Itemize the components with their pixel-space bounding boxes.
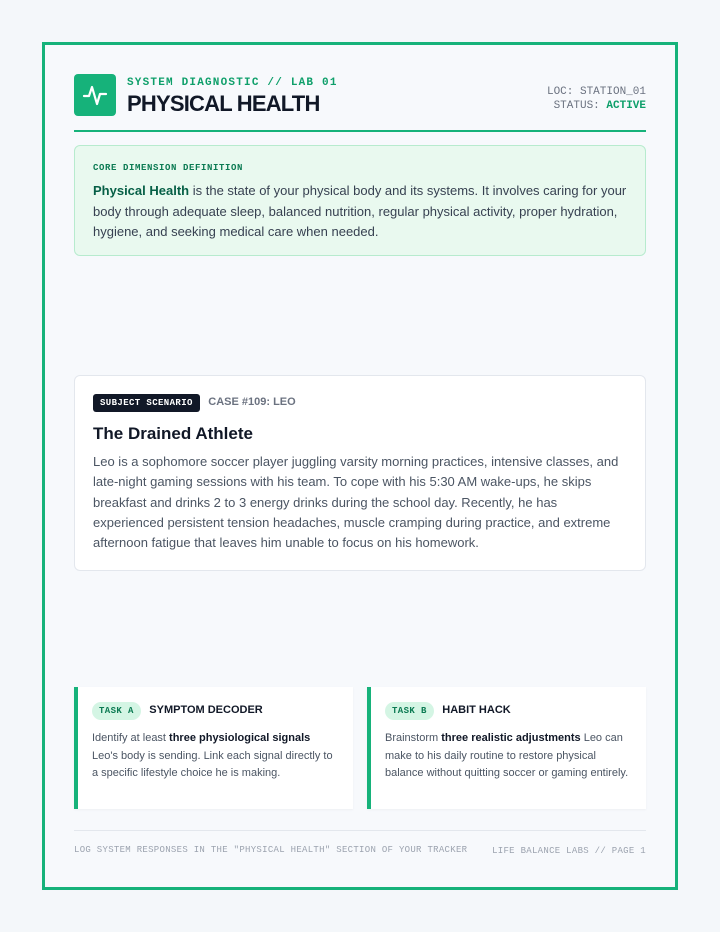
task-tag: TASK A — [92, 702, 141, 720]
scenario-badge: SUBJECT SCENARIO — [93, 394, 200, 412]
task-body-pre: Identify at least — [92, 732, 170, 744]
task-card-a — [74, 687, 353, 809]
footer-page-label: LIFE BALANCE LABS // PAGE 1 — [492, 846, 646, 856]
definition-label: CORE DIMENSION DEFINITION — [93, 163, 244, 173]
definition-text — [93, 181, 627, 243]
station-meta — [547, 85, 646, 113]
location-label: LOC: STATION_01 — [546, 86, 646, 98]
pulse-icon — [74, 74, 116, 116]
task-body-post: Leo can make to his daily routine to restore physical balance without quitting soccer or gaming entirely. — [385, 732, 629, 779]
scenario-title: The Drained Athlete — [93, 424, 253, 443]
page-content — [74, 74, 646, 856]
task-tag: TASK B — [385, 702, 434, 720]
scenario-body: Leo is a sophomore soccer player juggling varsity morning practices, intensive classes, and late-night gaming sessions with his team. To cope with his 5:30 AM wake-ups, he skips breakfast and drinks 2 to 3 energy drinks during the school day. Recently, he has experienced persistent tension headaches, muscle cramping during practice, and extreme afternoon fatigue that leaves him unable to focus on his homework. — [93, 454, 619, 551]
definition-term: Physical Health — [93, 183, 190, 198]
task-title: HABIT HACK — [442, 704, 511, 716]
page-title: PHYSICAL HEALTH — [127, 91, 320, 116]
task-body — [385, 730, 632, 783]
status-label: STATUS: — [553, 100, 607, 112]
definition-box — [74, 145, 646, 256]
definition-body: is the state of your physical body and its systems. It involves caring for your body through adequate sleep, balanced nutrition, regular physical activity, proper hydration, hygiene, and seeking medical care when needed. — [93, 183, 627, 239]
worksheet-page — [42, 42, 678, 890]
page-header — [74, 74, 646, 132]
case-id: CASE #109: LEO — [208, 396, 296, 408]
scenario-card — [74, 375, 646, 571]
task-body-emphasis: three realistic adjustments — [441, 732, 581, 744]
footer-instruction: LOG SYSTEM RESPONSES IN THE "PHYSICAL HEALTH" SECTION OF YOUR TRACKER — [74, 845, 468, 855]
status-line — [547, 99, 646, 113]
task-card-b — [367, 687, 646, 809]
task-body-emphasis: three physiological signals — [169, 732, 311, 744]
task-header — [385, 700, 632, 720]
task-header — [92, 700, 339, 720]
status-value: ACTIVE — [606, 100, 646, 112]
lab-kicker: SYSTEM DIAGNOSTIC // LAB 01 — [127, 77, 338, 89]
task-body — [92, 730, 339, 783]
scenario-header — [93, 392, 627, 412]
task-body-pre: Brainstorm — [385, 732, 442, 744]
task-body-post: Leo's body is sending. Link each signal directly to a specific lifestyle choice he is making. — [92, 749, 333, 779]
task-title: SYMPTOM DECODER — [149, 704, 263, 716]
page-footer — [74, 830, 646, 855]
